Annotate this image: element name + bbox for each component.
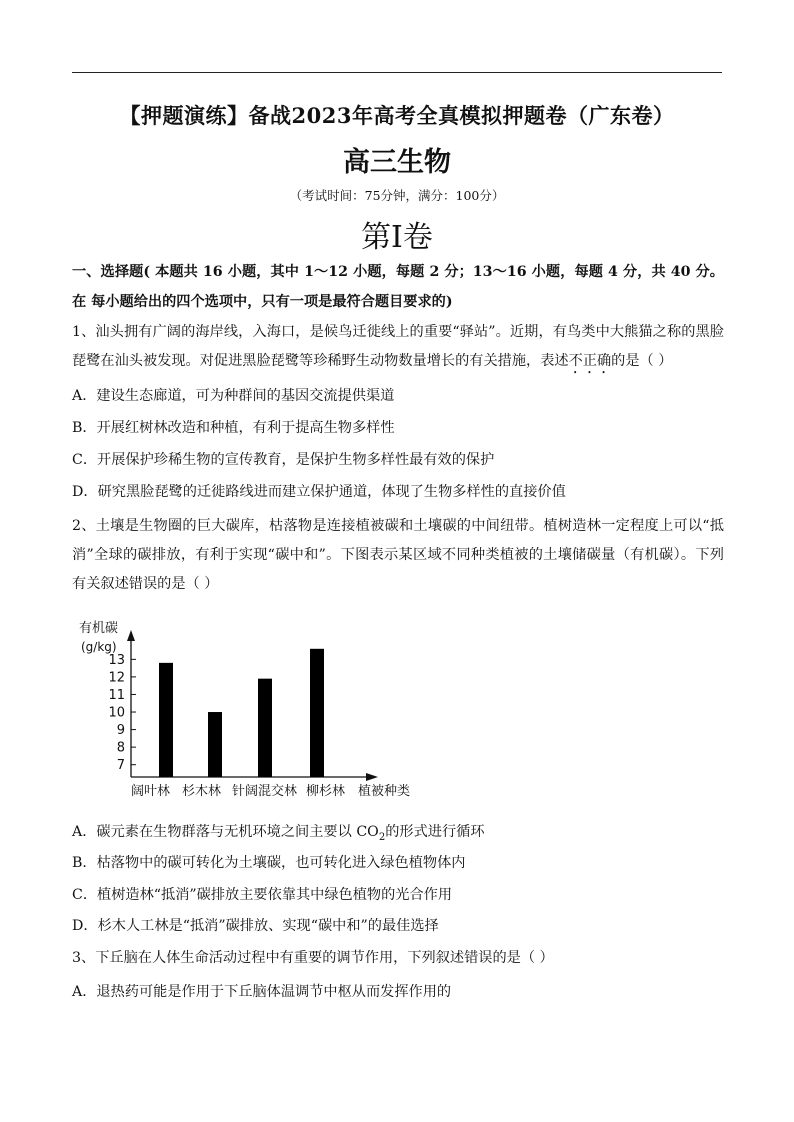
- chart-ylabel-line1: 有机碳: [79, 621, 119, 636]
- chart-y-tick-label: 9: [116, 723, 125, 739]
- volume-title: 第I卷: [361, 220, 433, 255]
- q1-stem-before: 1、汕头拥有广阔的海岸线，入海口，是候鸟迁徙线上的重要“驿站”。近期，有鸟类中大熊猫之称的黑脸琵鹭在汕头被发现。对促进黑脸琵鹭等珍稀野生动物数量增长的有关措施，表述: [72, 324, 724, 369]
- subject-title: 高三生物: [343, 147, 451, 178]
- q1-stem-emphasis: 不正确: [568, 353, 612, 369]
- q2-option-a: [72, 820, 724, 850]
- chart-y-tick-label: 10: [108, 705, 125, 721]
- chart-bar: [258, 679, 272, 777]
- chart-ylabel-line2: (g/kg): [81, 640, 117, 654]
- q2-option-a-subscript: 2: [378, 831, 386, 843]
- chart-bar: [159, 663, 173, 777]
- question-1-stem: [72, 318, 724, 377]
- q2-option-c: C．植树造林“抵消”碳排放主要依靠其中绿色植物的光合作用: [72, 887, 453, 903]
- question-2-stem: 2、土壤是生物圈的巨大碳库，枯落物是连接植被碳和土壤碳的中间纽带。植树造林一定程度上可以“抵消”全球的碳排放，有利于实现“碳中和”。下图表示某区域不同种类植被的土壤储碳量（有机碳）。下列有关叙述错误的是（ ）: [72, 518, 724, 592]
- q2-option-a-before: A．碳元素在生物群落与无机环境之间主要以 CO: [72, 824, 379, 840]
- chart-category-label: 柳杉林: [306, 784, 346, 799]
- chart-y-tick-label: 7: [116, 758, 125, 774]
- chart-y-tick-label: 11: [108, 687, 125, 703]
- q1-option-b: B．开展红树林改造和种植，有利于提高生物多样性: [72, 420, 395, 436]
- q2-option-d: D．杉木人工林是“抵消”碳排放、实现“碳中和”的最佳选择: [72, 918, 439, 934]
- section-intro: 一、选择题( 本题共 16 小题，其中 1～12 小题，每题 2 分；13～16 小题，每题 4 分，共 40 分。在 每小题给出的四个选项中，只有一项是最符合题目要求的): [72, 264, 724, 310]
- organic-carbon-chart: [74, 615, 424, 805]
- exam-info: （考试时间：75分钟，满分：100分）: [289, 188, 505, 203]
- q1-option-d: D．研究黑脸琵鹭的迁徙路线进而建立保护通道，体现了生物多样性的直接价值: [72, 484, 566, 500]
- chart-y-tick-label: 13: [108, 652, 125, 668]
- q2-option-b: B．枯落物中的碳可转化为土壤碳，也可转化进入绿色植物体内: [72, 855, 466, 871]
- chart-y-tick-label: 8: [116, 740, 125, 756]
- chart-bar: [208, 712, 222, 777]
- q1-stem-after: 的是（ ）: [611, 353, 673, 369]
- chart-x-axis-arrow: [366, 773, 378, 781]
- top-rule: [72, 72, 722, 73]
- chart-y-axis-arrow: [127, 630, 135, 641]
- chart-category-label: 杉木林: [182, 784, 222, 799]
- chart-category-label: 针阔混交林: [232, 784, 298, 799]
- chart-category-label: 阔叶林: [131, 784, 171, 799]
- q1-option-c: C．开展保护珍稀生物的宣传教育，是保护生物多样性最有效的保护: [72, 452, 495, 468]
- chart-y-tick-label: 12: [108, 670, 125, 686]
- q2-option-a-after: 的形式进行循环: [385, 824, 485, 840]
- chart-xlabel: 植被种类: [358, 784, 411, 799]
- chart-bar: [310, 649, 324, 777]
- q1-option-a: A．建设生态廊道，可为种群间的基因交流提供渠道: [72, 388, 395, 404]
- q3-option-a: A．退热药可能是作用于下丘脑体温调节中枢从而发挥作用的: [72, 984, 452, 1000]
- exam-title: 【押题演练】备战2023年高考全真模拟押题卷（广东卷）: [119, 103, 675, 128]
- question-3-stem: 3、下丘脑在人体生命活动过程中有重要的调节作用，下列叙述错误的是（ ）: [72, 950, 554, 966]
